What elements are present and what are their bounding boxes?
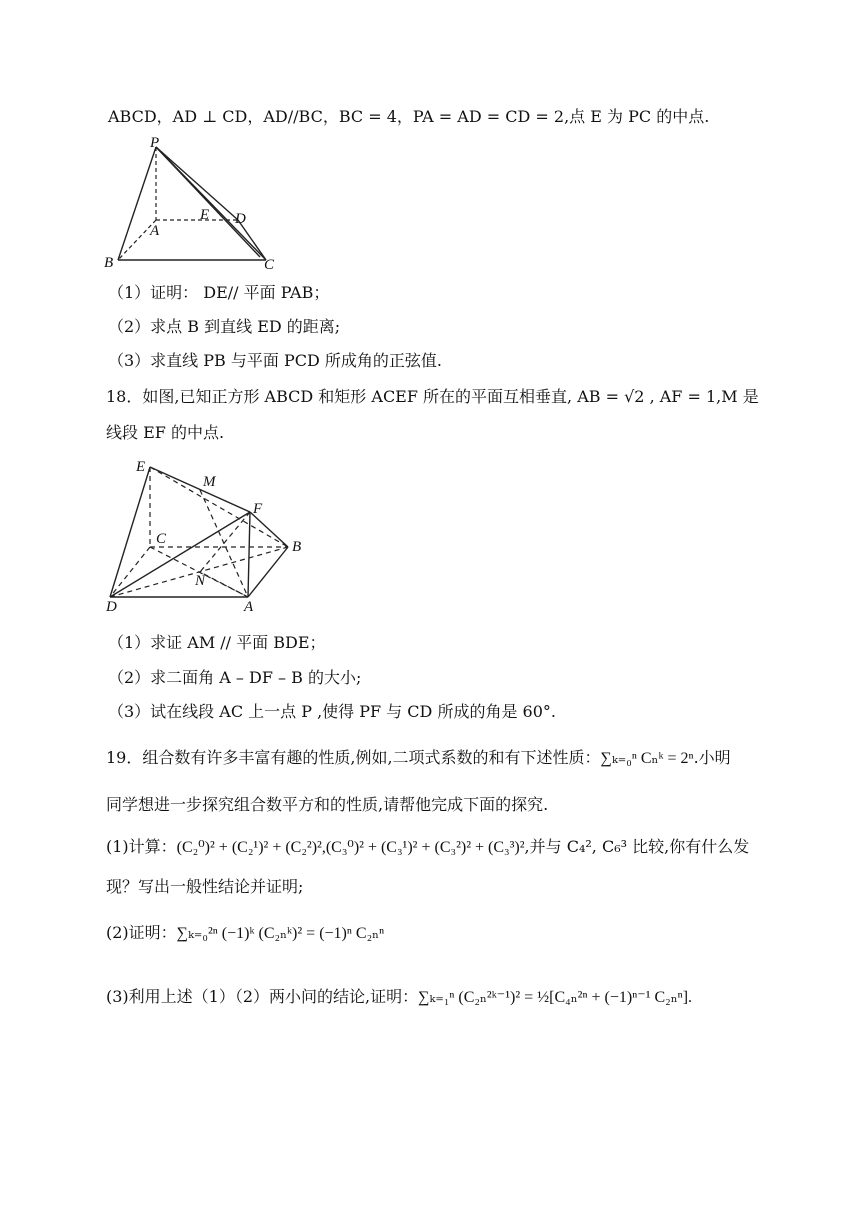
- label-P: P: [150, 135, 160, 151]
- q19-line-1-formula: ∑ₖ₌₀ⁿ Cₙᵏ = 2ⁿ: [600, 750, 694, 767]
- q19-part-1-cont: 现？写出一般性结论并证明;: [106, 877, 304, 896]
- q19-part-1-compare: ,并与 C₄², C₆³ 比较,你有什么发: [524, 837, 750, 856]
- q19-part-1-formula: (C₂⁰)² + (C₂¹)² + (C₂²)²,(C₃⁰)² + (C₃¹)² + (C₃²)² + (C₃³)²: [176, 839, 525, 856]
- q19-line-1-text: 19．组合数有许多丰富有趣的性质,例如,二项式系数的和有下述性质：: [106, 748, 601, 767]
- q19-part-3: [106, 986, 692, 1009]
- label-N: N: [195, 573, 206, 589]
- q17-part-1: （1）证明： DE// 平面 PAB；: [108, 283, 330, 302]
- label-B: B: [104, 255, 114, 271]
- q19-part-2-formula: ∑ₖ₌₀²ⁿ (−1)ᵏ (C₂ₙᵏ)² = (−1)ⁿ C₂ₙⁿ: [176, 925, 385, 942]
- q18-part-3: （3）试在线段 AC 上一点 P ,使得 PF 与 CD 所成的角是 60°.: [108, 702, 556, 721]
- label-D: D: [235, 211, 246, 227]
- q19-part-1-label: (1)计算：: [106, 837, 177, 856]
- q19-part-2: [106, 922, 384, 945]
- label-E: E: [200, 207, 210, 223]
- label-D: D: [106, 599, 117, 615]
- label-E: E: [136, 459, 146, 475]
- q19-part-3-formula: ∑ₖ₌₁ⁿ (C₂ₙ²ᵏ⁻¹)² = ½[C₄ₙ²ⁿ + (−1)ⁿ⁻¹ C₂ₙⁿ].: [418, 989, 693, 1006]
- label-B: B: [292, 539, 302, 555]
- pyramid-figure: [100, 135, 290, 275]
- q19-line-1: [106, 747, 731, 770]
- label-F: F: [253, 501, 263, 517]
- q19-part-2-label: (2)证明：: [106, 923, 177, 942]
- q18-part-1: （1）求证 AM // 平面 BDE；: [108, 633, 326, 652]
- q18-line-2: 线段 EF 的中点.: [106, 423, 225, 442]
- label-A: A: [244, 599, 254, 615]
- label-C: C: [264, 257, 275, 273]
- label-C: C: [156, 531, 167, 547]
- prism-figure: [100, 455, 315, 615]
- q17-intro: ABCD，AD ⊥ CD，AD//BC，BC = 4，PA = AD = CD = 2,点 E 为 PC 的中点.: [108, 107, 710, 126]
- q19-line-2: 同学想进一步探究组合数平方和的性质,请帮他完成下面的探究.: [106, 795, 549, 814]
- label-A: A: [150, 223, 160, 239]
- q18-part-2: （2）求二面角 A – DF – B 的大小;: [108, 668, 362, 687]
- q19-part-1: [106, 836, 749, 859]
- label-M: M: [203, 474, 216, 490]
- q17-part-3: （3）求直线 PB 与平面 PCD 所成角的正弦值.: [108, 351, 442, 370]
- q17-part-2: （2）求点 B 到直线 ED 的距离;: [108, 317, 341, 336]
- q18-line-1: 18．如图,已知正方形 ABCD 和矩形 ACEF 所在的平面互相垂直, AB = √2 , AF = 1,M 是: [106, 387, 759, 406]
- q19-line-1-tail: .小明: [693, 748, 731, 767]
- q19-part-3-label: (3)利用上述（1）（2）两小问的结论,证明：: [106, 987, 419, 1006]
